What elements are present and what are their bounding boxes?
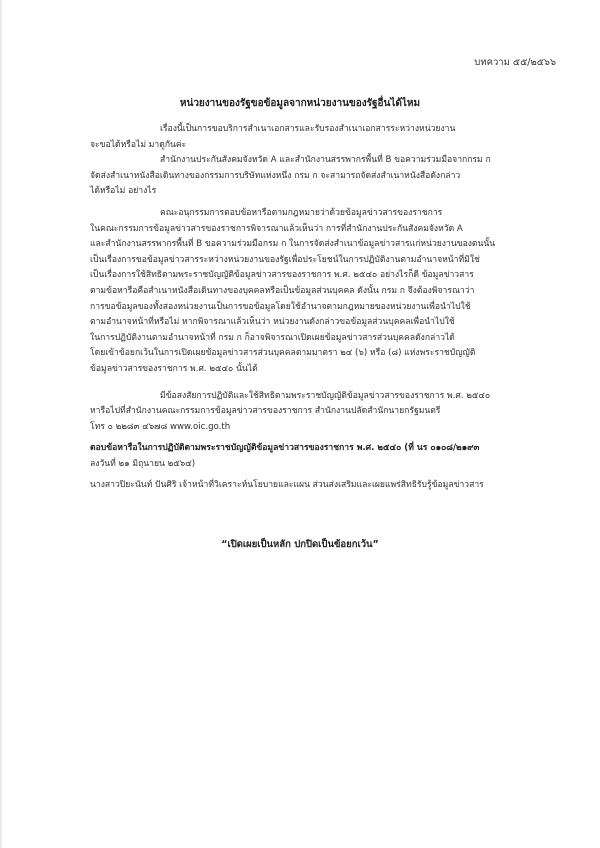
answer-line-10: โดยเข้าข้อยกเว้นในการเปิดเผยข้อมูลข่าวสารส่วนบุคคลตามมาตรา ๒๔ (๖) หรือ (๘) แห่งพระราชบัญญัติ bbox=[90, 348, 476, 359]
answer-line-2: ในคณะกรรมการข้อมูลข่าวสารของราชการพิจารณาแล้วเห็นว่า การที่สำนักงานประกันสังคมจังหวัด A bbox=[90, 223, 463, 234]
author-line: นางสาวปิยะนันท์ ปันศิริ เจ้าหน้าที่วิเคราะห์นโยบายและแผน ส่วนส่งเสริมและเผยแพร่สิทธิรับรู้ข้อมูลข่าวสาร bbox=[90, 480, 484, 491]
reference-line-1: ตอบข้อหารือในการปฏิบัติตามพระราชบัญญัติข้อมูลข่าวสารของราชการ พ.ศ. ๒๕๔๐ (ที่ นร ๐๑๐๘/๒๑๙๓ bbox=[90, 443, 480, 454]
article-number: บทความ ๕๕/๒๕๖๖ bbox=[474, 57, 556, 68]
reference-paragraph bbox=[90, 441, 552, 472]
case-line-2: จัดส่งสำเนาหนังสือเดินทางของกรรมการบริษัทแห่งหนึ่ง กรม ก จะสามารถจัดส่งสำเนาหนังสือดังกล่าว bbox=[90, 170, 461, 181]
answer-line-9: ในการปฏิบัติงานตามอำนาจหน้าที่ กรม ก ก็อาจพิจารณาเปิดเผยข้อมูลข่าวสารส่วนบุคคลดังกล่าวได้ bbox=[90, 332, 455, 343]
question-line-2: จะขอได้หรือไม่ มาดูกันค่ะ bbox=[90, 139, 187, 150]
contact-line-1: มีข้อสงสัยการปฏิบัติและใช้สิทธิตามพระราชบัญญัติข้อมูลข่าวสารของราชการ พ.ศ. ๒๕๔๐ bbox=[160, 390, 491, 401]
document-title: หน่วยงานของรัฐขอข้อมูลจากหน่วยงานของรัฐอื่นได้ไหม bbox=[179, 98, 421, 109]
answer-line-1: คณะอนุกรรมการตอบข้อหารือตามกฎหมายว่าด้วยข้อมูลข่าวสารของราชการ bbox=[160, 207, 443, 218]
answer-line-6: ตามข้อหารือคือสำเนาหนังสือเดินทางของบุคคลหรือเป็นข้อมูลส่วนบุคคล ดังนั้น กรม ก จึงต้องพิจารณาว่า bbox=[90, 285, 475, 296]
reference-line-2: ลงวันที่ ๒๑ มิถุนายน ๒๕๖๔) bbox=[90, 458, 196, 469]
case-line-1: สำนักงานประกันสังคมจังหวัด A และสำนักงานสรรพากรพื้นที่ B ขอความร่วมมือจากกรม ก bbox=[160, 155, 491, 166]
scan-edge bbox=[0, 0, 2, 848]
case-line-3: ได้หรือไม่ อย่างไร bbox=[90, 186, 157, 197]
case-paragraph bbox=[90, 153, 552, 200]
answer-line-4: เป็นเรื่องการขอข้อมูลข่าวสารระหว่างหน่วยงานของรัฐเพื่อประโยชน์ในการปฏิบัติงานตามอำนาจหน้าที่มิใช่ bbox=[90, 254, 480, 265]
contact-paragraph bbox=[90, 389, 552, 436]
document-body bbox=[90, 122, 552, 494]
answer-line-7: การขอข้อมูลของทั้งสองหน่วยงานเป็นการขอข้อมูลโดยใช้อำนาจตามกฎหมายของหน่วยงานเพื่อนำไปใช้ bbox=[90, 301, 471, 312]
answer-line-8: ตามอำนาจหน้าที่หรือไม่ หากพิจารณาแล้วเห็นว่า หน่วยงานดังกล่าวขอข้อมูลส่วนบุคคลเพื่อนำไปใช้ bbox=[90, 317, 455, 328]
answer-paragraph bbox=[90, 206, 552, 378]
answer-line-3: และสำนักงานสรรพากรพื้นที่ B ขอความร่วมมือกรม ก ในการจัดส่งสำเนาข้อมูลข่าวสารแก่หน่วยงานของตนนั้น bbox=[90, 239, 496, 250]
answer-line-5: เป็นเรื่องการใช้สิทธิตามพระราชบัญญัติข้อมูลข่าวสารของราชการ พ.ศ. ๒๕๔๐ อย่างไรก็ดี ข้อมูลข่าวสาร bbox=[90, 270, 474, 281]
slogan: “เปิดเผยเป็นหลัก ปกปิดเป็นข้อยกเว้น” bbox=[221, 539, 379, 550]
contact-line-2: หารือไปที่สำนักงานคณะกรรมการข้อมูลข่าวสารของราชการ สำนักงานปลัดสำนักนายกรัฐมนตรี bbox=[90, 406, 441, 417]
question-paragraph bbox=[90, 122, 552, 153]
question-line-1: เรื่องนี้เป็นการขอบริการสำเนาเอกสารและรับรองสำเนาเอกสารระหว่างหน่วยงาน bbox=[160, 124, 456, 134]
contact-line-3: โทร ๐ ๒๒๘๓ ๔๖๗๘ www.oic.go.th bbox=[90, 421, 231, 432]
answer-line-11: ข้อมูลข่าวสารของราชการ พ.ศ. ๒๕๔๐ นั้นได้ bbox=[90, 363, 258, 374]
